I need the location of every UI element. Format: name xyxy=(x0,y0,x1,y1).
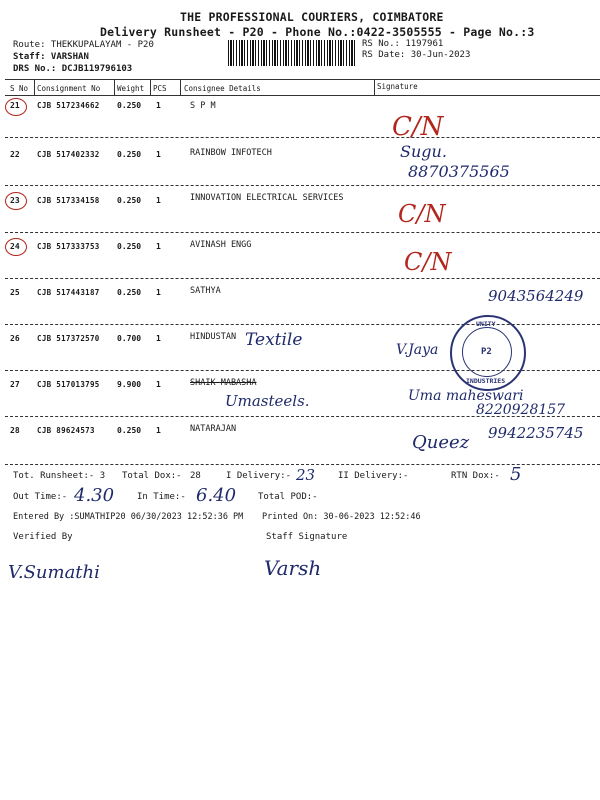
row-sno: 25 xyxy=(10,288,20,297)
total-dox-value: 28 xyxy=(190,471,201,481)
verified-by-label: Verified By xyxy=(13,532,73,542)
col-divider xyxy=(150,79,151,95)
handwritten-signature: Uma maheswari xyxy=(408,388,524,404)
row-consignment: CJB 517372570 xyxy=(37,334,100,343)
header-consignment: Consignment No xyxy=(37,84,101,93)
header-bottom-line xyxy=(5,95,600,96)
staff-label: Staff: VARSHAN xyxy=(13,52,89,62)
handwritten-phone: 8870375565 xyxy=(408,162,510,181)
rtn-dox-label: RTN Dox:- xyxy=(451,471,500,481)
row-weight: 9.900 xyxy=(117,380,142,389)
row-pcs: 1 xyxy=(156,334,161,343)
row-weight: 0.250 xyxy=(117,196,142,205)
row-sno: 22 xyxy=(10,150,20,159)
route-label: Route: THEKKUPALAYAM - P20 xyxy=(13,40,154,50)
row-weight: 0.250 xyxy=(117,288,142,297)
rs-date: RS Date: 30-Jun-2023 xyxy=(362,50,471,60)
row-consignee: RAINBOW INFOTECH xyxy=(190,148,272,158)
row-sno: 28 xyxy=(10,426,20,435)
verified-signature: V.Sumathi xyxy=(8,562,100,583)
stamp-text: UNITY xyxy=(476,320,496,328)
out-time-label: Out Time:- xyxy=(13,492,68,502)
ii-delivery-label: II Delivery:- xyxy=(338,471,409,481)
row-sno: 21 xyxy=(10,101,20,110)
row-consignment: CJB 517443187 xyxy=(37,288,100,297)
row-consignee: INNOVATION ELECTRICAL SERVICES xyxy=(190,193,344,203)
header-sno: S No xyxy=(10,84,29,93)
row-consignee: SHAIK MABASHA xyxy=(190,378,257,388)
printed-on: Printed On: 30-06-2023 12:52:46 xyxy=(262,512,421,522)
stamp-text: P2 xyxy=(481,347,492,357)
row-consignment: CJB 517234662 xyxy=(37,101,100,110)
row-consignment: CJB 517013795 xyxy=(37,380,100,389)
header-signature: Signature xyxy=(377,82,418,91)
row-consignment: CJB 517402332 xyxy=(37,150,100,159)
row-divider xyxy=(5,185,600,186)
row-divider xyxy=(5,137,600,138)
handwritten-signature: Queez xyxy=(412,432,470,453)
col-divider xyxy=(374,79,375,95)
total-runsheet: Tot. Runsheet:- 3 xyxy=(13,471,106,481)
row-weight: 0.250 xyxy=(117,242,142,251)
row-sno: 26 xyxy=(10,334,20,343)
row-pcs: 1 xyxy=(156,288,161,297)
table-top-line xyxy=(5,79,600,80)
row-sno: 23 xyxy=(10,196,20,205)
staff-signature: Varsh xyxy=(264,556,322,580)
row-consignment: CJB 517333753 xyxy=(37,242,100,251)
company-title: THE PROFESSIONAL COURIERS, COIMBATORE xyxy=(180,10,444,24)
handwritten-note: Umasteels. xyxy=(225,392,310,410)
handwritten-signature: C/N xyxy=(398,200,446,228)
row-weight: 0.700 xyxy=(117,334,142,343)
header-weight: Weight xyxy=(117,84,145,93)
total-pod-label: Total POD:- xyxy=(258,492,318,502)
handwritten-in-time: 6.40 xyxy=(196,485,237,506)
row-pcs: 1 xyxy=(156,196,161,205)
row-sno: 27 xyxy=(10,380,20,389)
row-weight: 0.250 xyxy=(117,150,142,159)
staff-signature-label: Staff Signature xyxy=(266,532,348,542)
col-divider xyxy=(34,79,35,95)
row-weight: 0.250 xyxy=(117,426,142,435)
handwritten-out-time: 4.30 xyxy=(74,485,115,506)
row-consignee: SATHYA xyxy=(190,286,221,296)
row-pcs: 1 xyxy=(156,426,161,435)
runsheet-title: Delivery Runsheet - P20 - Phone No.:0422-3505555 - Page No.:3 xyxy=(100,25,535,39)
total-dox-label: Total Dox:- xyxy=(122,471,182,481)
in-time-label: In Time:- xyxy=(137,492,186,502)
header-details: Consignee Details xyxy=(184,84,261,93)
handwritten-signature: C/N xyxy=(392,112,444,142)
i-delivery-label: I Delivery:- xyxy=(226,471,292,481)
drs-number: DRS No.: DCJB119796103 xyxy=(13,64,133,74)
header-pcs: PCS xyxy=(153,84,167,93)
row-divider xyxy=(5,232,600,233)
handwritten-signature: Sugu. xyxy=(400,142,447,161)
row-consignee: S P M xyxy=(190,101,216,111)
handwritten-phone: 9043564249 xyxy=(488,287,584,305)
row-sno: 24 xyxy=(10,242,20,251)
row-pcs: 1 xyxy=(156,150,161,159)
col-divider xyxy=(114,79,115,95)
stamp-text: INDUSTRIES xyxy=(466,377,506,385)
row-divider xyxy=(5,278,600,279)
row-divider xyxy=(5,416,600,417)
row-consignee: AVINASH ENGG xyxy=(190,240,252,250)
handwritten-signature: C/N xyxy=(404,248,452,276)
handwritten-rtn: 5 xyxy=(510,464,522,485)
row-pcs: 1 xyxy=(156,242,161,251)
handwritten-signature: V.Jaya xyxy=(396,342,439,358)
handwritten-i-delivery: 23 xyxy=(296,466,316,484)
row-consignment: CJB 89624573 xyxy=(37,426,95,435)
row-consignment: CJB 517334158 xyxy=(37,196,100,205)
company-stamp xyxy=(450,315,526,391)
row-consignee: NATARAJAN xyxy=(190,424,237,434)
row-weight: 0.250 xyxy=(117,101,142,110)
col-divider xyxy=(180,79,181,95)
barcode xyxy=(228,40,356,66)
handwritten-phone: 9942235745 xyxy=(488,424,584,442)
handwritten-phone: 8220928157 xyxy=(476,402,566,418)
row-consignee: HINDUSTAN xyxy=(190,332,237,342)
rs-number: RS No.: 1197961 xyxy=(362,39,444,49)
row-pcs: 1 xyxy=(156,380,161,389)
handwritten-note: Textile xyxy=(245,330,303,350)
entered-by: Entered By :SUMATHIP20 06/30/2023 12:52:36 PM xyxy=(13,512,244,522)
row-pcs: 1 xyxy=(156,101,161,110)
